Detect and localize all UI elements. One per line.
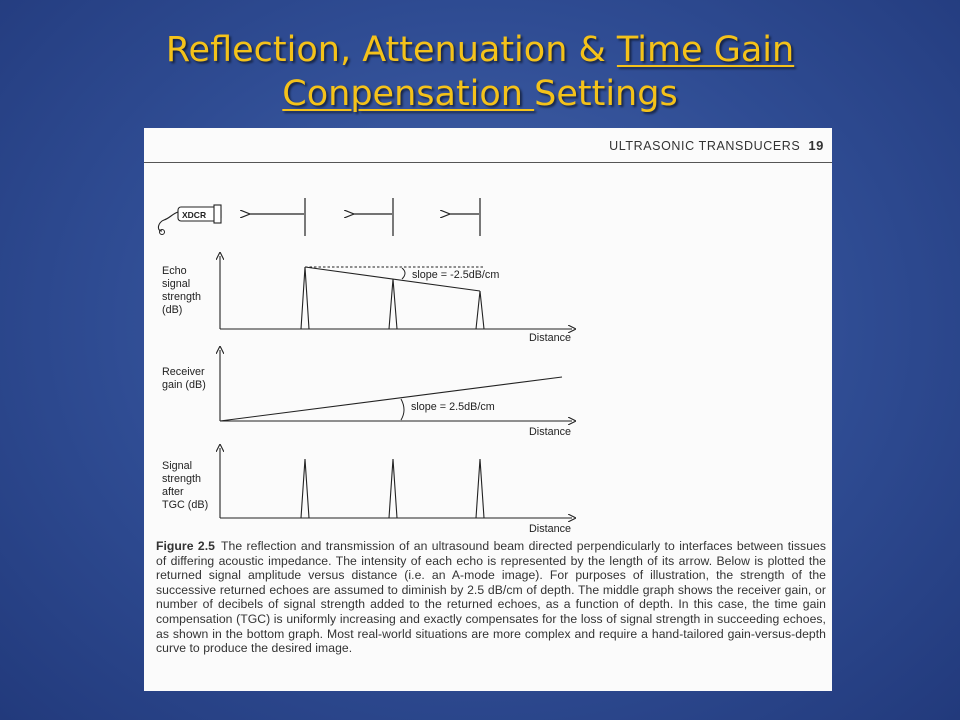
title-link-conpensation[interactable]: Conpensation (282, 74, 535, 114)
transducer-icon (158, 205, 221, 235)
graph2-ylabel: Receiver gain (dB) (162, 366, 206, 391)
slide-title (60, 28, 900, 116)
graph2-gain-line (220, 377, 562, 421)
graph3-xlabel: Distance (529, 523, 572, 535)
graph1-xlabel: Distance (529, 332, 572, 344)
figure-caption (156, 539, 826, 656)
echo-arrows (249, 198, 480, 236)
caption-text: The reflection and transmission of an ultrasound beam directed perpendicularly to interfaces between tissues of differing acoustic impedance. The intensity of each echo is represented by the length of its arrow. Below is plotted the returned signal amplitude versus distance (i.e. an A-mode image). For purposes of illustration, the strength of the successive returned echoes are assumed to diminish by 2.5 dB/cm of depth. The middle graph shows the receiver gain, or number of decibels of signal strength added to the returned echoes, as a function of depth. In this case, the time gain compensation (TGC) is uniformly increasing and exactly compensates for the loss of signal strength in succeeding echoes, as shown in the bottom graph. Most real-world situations are more complex and require a hand-tailored gain-versus-depth curve to produce the desired image. (156, 539, 826, 656)
graph2-slope-bracket (401, 399, 404, 420)
textbook-page-image (144, 128, 832, 691)
graph2-slope-annotation: slope = 2.5dB/cm (411, 401, 495, 413)
echo-strength-graph (162, 256, 572, 344)
title-link-time-gain[interactable]: Time Gain (616, 30, 795, 70)
title-text-2: Settings (534, 74, 678, 114)
running-head-title: ULTRASONIC TRANSDUCERS (609, 139, 801, 153)
figure-diagram (144, 128, 832, 538)
receiver-gain-graph (162, 350, 572, 438)
graph1-echo-peak-3 (476, 291, 484, 329)
transducer-label: XDCR (182, 210, 207, 220)
graph3-echo-peak-2 (389, 459, 397, 518)
graph3-echo-peak-3 (476, 459, 484, 518)
graph1-echo-peak-1 (301, 267, 309, 329)
graph2-xlabel: Distance (529, 426, 572, 438)
graph1-slope-annotation: slope = -2.5dB/cm (412, 269, 500, 281)
graph3-echo-peak-1 (301, 459, 309, 518)
graph1-echo-peak-2 (389, 279, 397, 329)
graph1-ylabel: Echo signal strength (dB) (162, 265, 202, 316)
tgc-signal-graph (162, 448, 572, 535)
graph3-ylabel: Signal strength after TGC (dB) (162, 460, 209, 511)
graph1-slope-bracket (402, 268, 405, 279)
title-text-1: Reflection, Attenuation & (165, 30, 617, 70)
page-number: 19 (808, 138, 824, 153)
caption-label: Figure 2.5 (156, 539, 216, 553)
